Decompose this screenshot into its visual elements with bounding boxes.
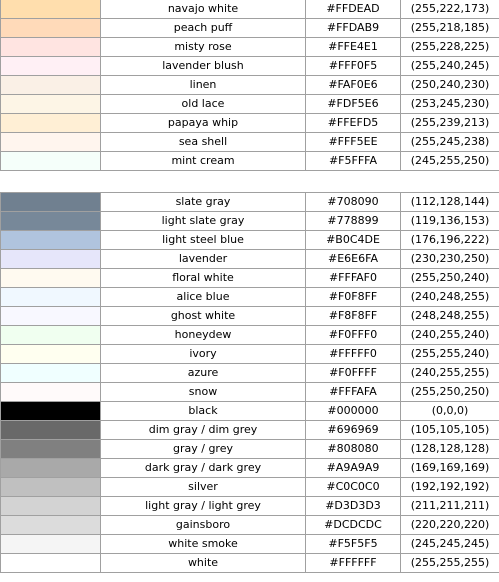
- rgb-value: (240,248,255): [401, 288, 499, 307]
- table-row: [1, 364, 499, 383]
- color-swatch: [1, 0, 101, 19]
- hex-code: #778899: [306, 212, 401, 231]
- color-name: white: [101, 554, 306, 573]
- color-swatch: [1, 535, 101, 554]
- color-name: ivory: [101, 345, 306, 364]
- rgb-value: (253,245,230): [401, 95, 499, 114]
- color-name: linen: [101, 76, 306, 95]
- color-name: ghost white: [101, 307, 306, 326]
- color-name: alice blue: [101, 288, 306, 307]
- color-swatch: [1, 193, 101, 212]
- table-row: [1, 95, 499, 114]
- rgb-value: (119,136,153): [401, 212, 499, 231]
- hex-code: #F8F8FF: [306, 307, 401, 326]
- color-swatch: [1, 554, 101, 573]
- hex-code: #708090: [306, 193, 401, 212]
- rgb-value: (0,0,0): [401, 402, 499, 421]
- rgb-value: (255,222,173): [401, 0, 499, 19]
- color-swatch: [1, 95, 101, 114]
- table-row: [1, 497, 499, 516]
- table-row: [1, 114, 499, 133]
- color-swatch: [1, 231, 101, 250]
- hex-code: #F5FFFA: [306, 152, 401, 171]
- rgb-value: (255,255,240): [401, 345, 499, 364]
- hex-code: #FFF0F5: [306, 57, 401, 76]
- color-swatch: [1, 516, 101, 535]
- color-name: papaya whip: [101, 114, 306, 133]
- color-swatch: [1, 19, 101, 38]
- rgb-value: (245,245,245): [401, 535, 499, 554]
- hex-code: #F0F8FF: [306, 288, 401, 307]
- table-row: [1, 212, 499, 231]
- hex-code: #FFE4E1: [306, 38, 401, 57]
- table-row: [1, 440, 499, 459]
- color-swatch: [1, 38, 101, 57]
- table-row: [1, 0, 499, 19]
- rgb-value: (255,218,185): [401, 19, 499, 38]
- table-row: [1, 231, 499, 250]
- hex-code: #FAF0E6: [306, 76, 401, 95]
- rgb-value: (255,228,225): [401, 38, 499, 57]
- hex-code: #A9A9A9: [306, 459, 401, 478]
- color-swatch: [1, 57, 101, 76]
- hex-code: #B0C4DE: [306, 231, 401, 250]
- table-row: [1, 193, 499, 212]
- color-name: gainsboro: [101, 516, 306, 535]
- color-name: silver: [101, 478, 306, 497]
- table-row: [1, 554, 499, 573]
- hex-code: #DCDCDC: [306, 516, 401, 535]
- color-name: snow: [101, 383, 306, 402]
- color-name: light gray / light grey: [101, 497, 306, 516]
- table-row: [1, 516, 499, 535]
- rgb-value: (240,255,240): [401, 326, 499, 345]
- color-name: azure: [101, 364, 306, 383]
- color-table-warm: [0, 0, 499, 171]
- rgb-value: (240,255,255): [401, 364, 499, 383]
- color-name: peach puff: [101, 19, 306, 38]
- color-swatch: [1, 307, 101, 326]
- color-name: black: [101, 402, 306, 421]
- table-row: [1, 57, 499, 76]
- color-swatch: [1, 326, 101, 345]
- rgb-value: (255,250,250): [401, 383, 499, 402]
- rgb-value: (255,255,255): [401, 554, 499, 573]
- hex-code: #C0C0C0: [306, 478, 401, 497]
- rgb-value: (255,250,240): [401, 269, 499, 288]
- hex-code: #FFDEAD: [306, 0, 401, 19]
- color-name: lavender blush: [101, 57, 306, 76]
- color-swatch: [1, 288, 101, 307]
- color-name: mint cream: [101, 152, 306, 171]
- color-swatch: [1, 478, 101, 497]
- color-name: honeydew: [101, 326, 306, 345]
- hex-code: #FFFAFA: [306, 383, 401, 402]
- hex-code: #FFF5EE: [306, 133, 401, 152]
- hex-code: #000000: [306, 402, 401, 421]
- color-swatch: [1, 76, 101, 95]
- color-swatch: [1, 402, 101, 421]
- table-row: [1, 38, 499, 57]
- color-name: floral white: [101, 269, 306, 288]
- color-name: lavender: [101, 250, 306, 269]
- hex-code: #FDF5E6: [306, 95, 401, 114]
- table-row: [1, 421, 499, 440]
- color-swatch: [1, 345, 101, 364]
- hex-code: #FFFAF0: [306, 269, 401, 288]
- rgb-value: (211,211,211): [401, 497, 499, 516]
- rgb-value: (128,128,128): [401, 440, 499, 459]
- table-row: [1, 133, 499, 152]
- color-swatch: [1, 421, 101, 440]
- hex-code: #FFEFD5: [306, 114, 401, 133]
- hex-code: #F0FFF0: [306, 326, 401, 345]
- color-swatch: [1, 364, 101, 383]
- color-table-cool-gray: [0, 192, 499, 573]
- color-name: slate gray: [101, 193, 306, 212]
- hex-code: #F5F5F5: [306, 535, 401, 554]
- table-row: [1, 19, 499, 38]
- rgb-value: (220,220,220): [401, 516, 499, 535]
- table-row: [1, 459, 499, 478]
- color-name: gray / grey: [101, 440, 306, 459]
- rgb-value: (248,248,255): [401, 307, 499, 326]
- hex-code: #808080: [306, 440, 401, 459]
- hex-code: #FFFFF0: [306, 345, 401, 364]
- hex-code: #FFFFFF: [306, 554, 401, 573]
- rgb-value: (250,240,230): [401, 76, 499, 95]
- rgb-value: (169,169,169): [401, 459, 499, 478]
- table-row: [1, 250, 499, 269]
- color-name: old lace: [101, 95, 306, 114]
- color-name: sea shell: [101, 133, 306, 152]
- rgb-value: (230,230,250): [401, 250, 499, 269]
- color-swatch: [1, 269, 101, 288]
- rgb-value: (255,239,213): [401, 114, 499, 133]
- color-name: misty rose: [101, 38, 306, 57]
- hex-code: #D3D3D3: [306, 497, 401, 516]
- rgb-value: (176,196,222): [401, 231, 499, 250]
- hex-code: #FFDAB9: [306, 19, 401, 38]
- color-name: navajo white: [101, 0, 306, 19]
- table-row: [1, 307, 499, 326]
- color-name: dim gray / dim grey: [101, 421, 306, 440]
- hex-code: #F0FFFF: [306, 364, 401, 383]
- hex-code: #E6E6FA: [306, 250, 401, 269]
- table-row: [1, 535, 499, 554]
- color-swatch: [1, 459, 101, 478]
- color-swatch: [1, 250, 101, 269]
- rgb-value: (255,245,238): [401, 133, 499, 152]
- color-swatch: [1, 383, 101, 402]
- table-row: [1, 478, 499, 497]
- color-name: light slate gray: [101, 212, 306, 231]
- color-name: white smoke: [101, 535, 306, 554]
- rgb-value: (245,255,250): [401, 152, 499, 171]
- color-swatch: [1, 133, 101, 152]
- rgb-value: (192,192,192): [401, 478, 499, 497]
- color-swatch: [1, 152, 101, 171]
- color-name: dark gray / dark grey: [101, 459, 306, 478]
- rgb-value: (112,128,144): [401, 193, 499, 212]
- table-row: [1, 383, 499, 402]
- color-swatch: [1, 497, 101, 516]
- table-row: [1, 76, 499, 95]
- table-row: [1, 402, 499, 421]
- hex-code: #696969: [306, 421, 401, 440]
- table-row: [1, 152, 499, 171]
- color-name: light steel blue: [101, 231, 306, 250]
- table-row: [1, 269, 499, 288]
- rgb-value: (105,105,105): [401, 421, 499, 440]
- table-row: [1, 326, 499, 345]
- color-swatch: [1, 114, 101, 133]
- rgb-value: (255,240,245): [401, 57, 499, 76]
- table-row: [1, 288, 499, 307]
- table-row: [1, 345, 499, 364]
- color-swatch: [1, 212, 101, 231]
- color-swatch: [1, 440, 101, 459]
